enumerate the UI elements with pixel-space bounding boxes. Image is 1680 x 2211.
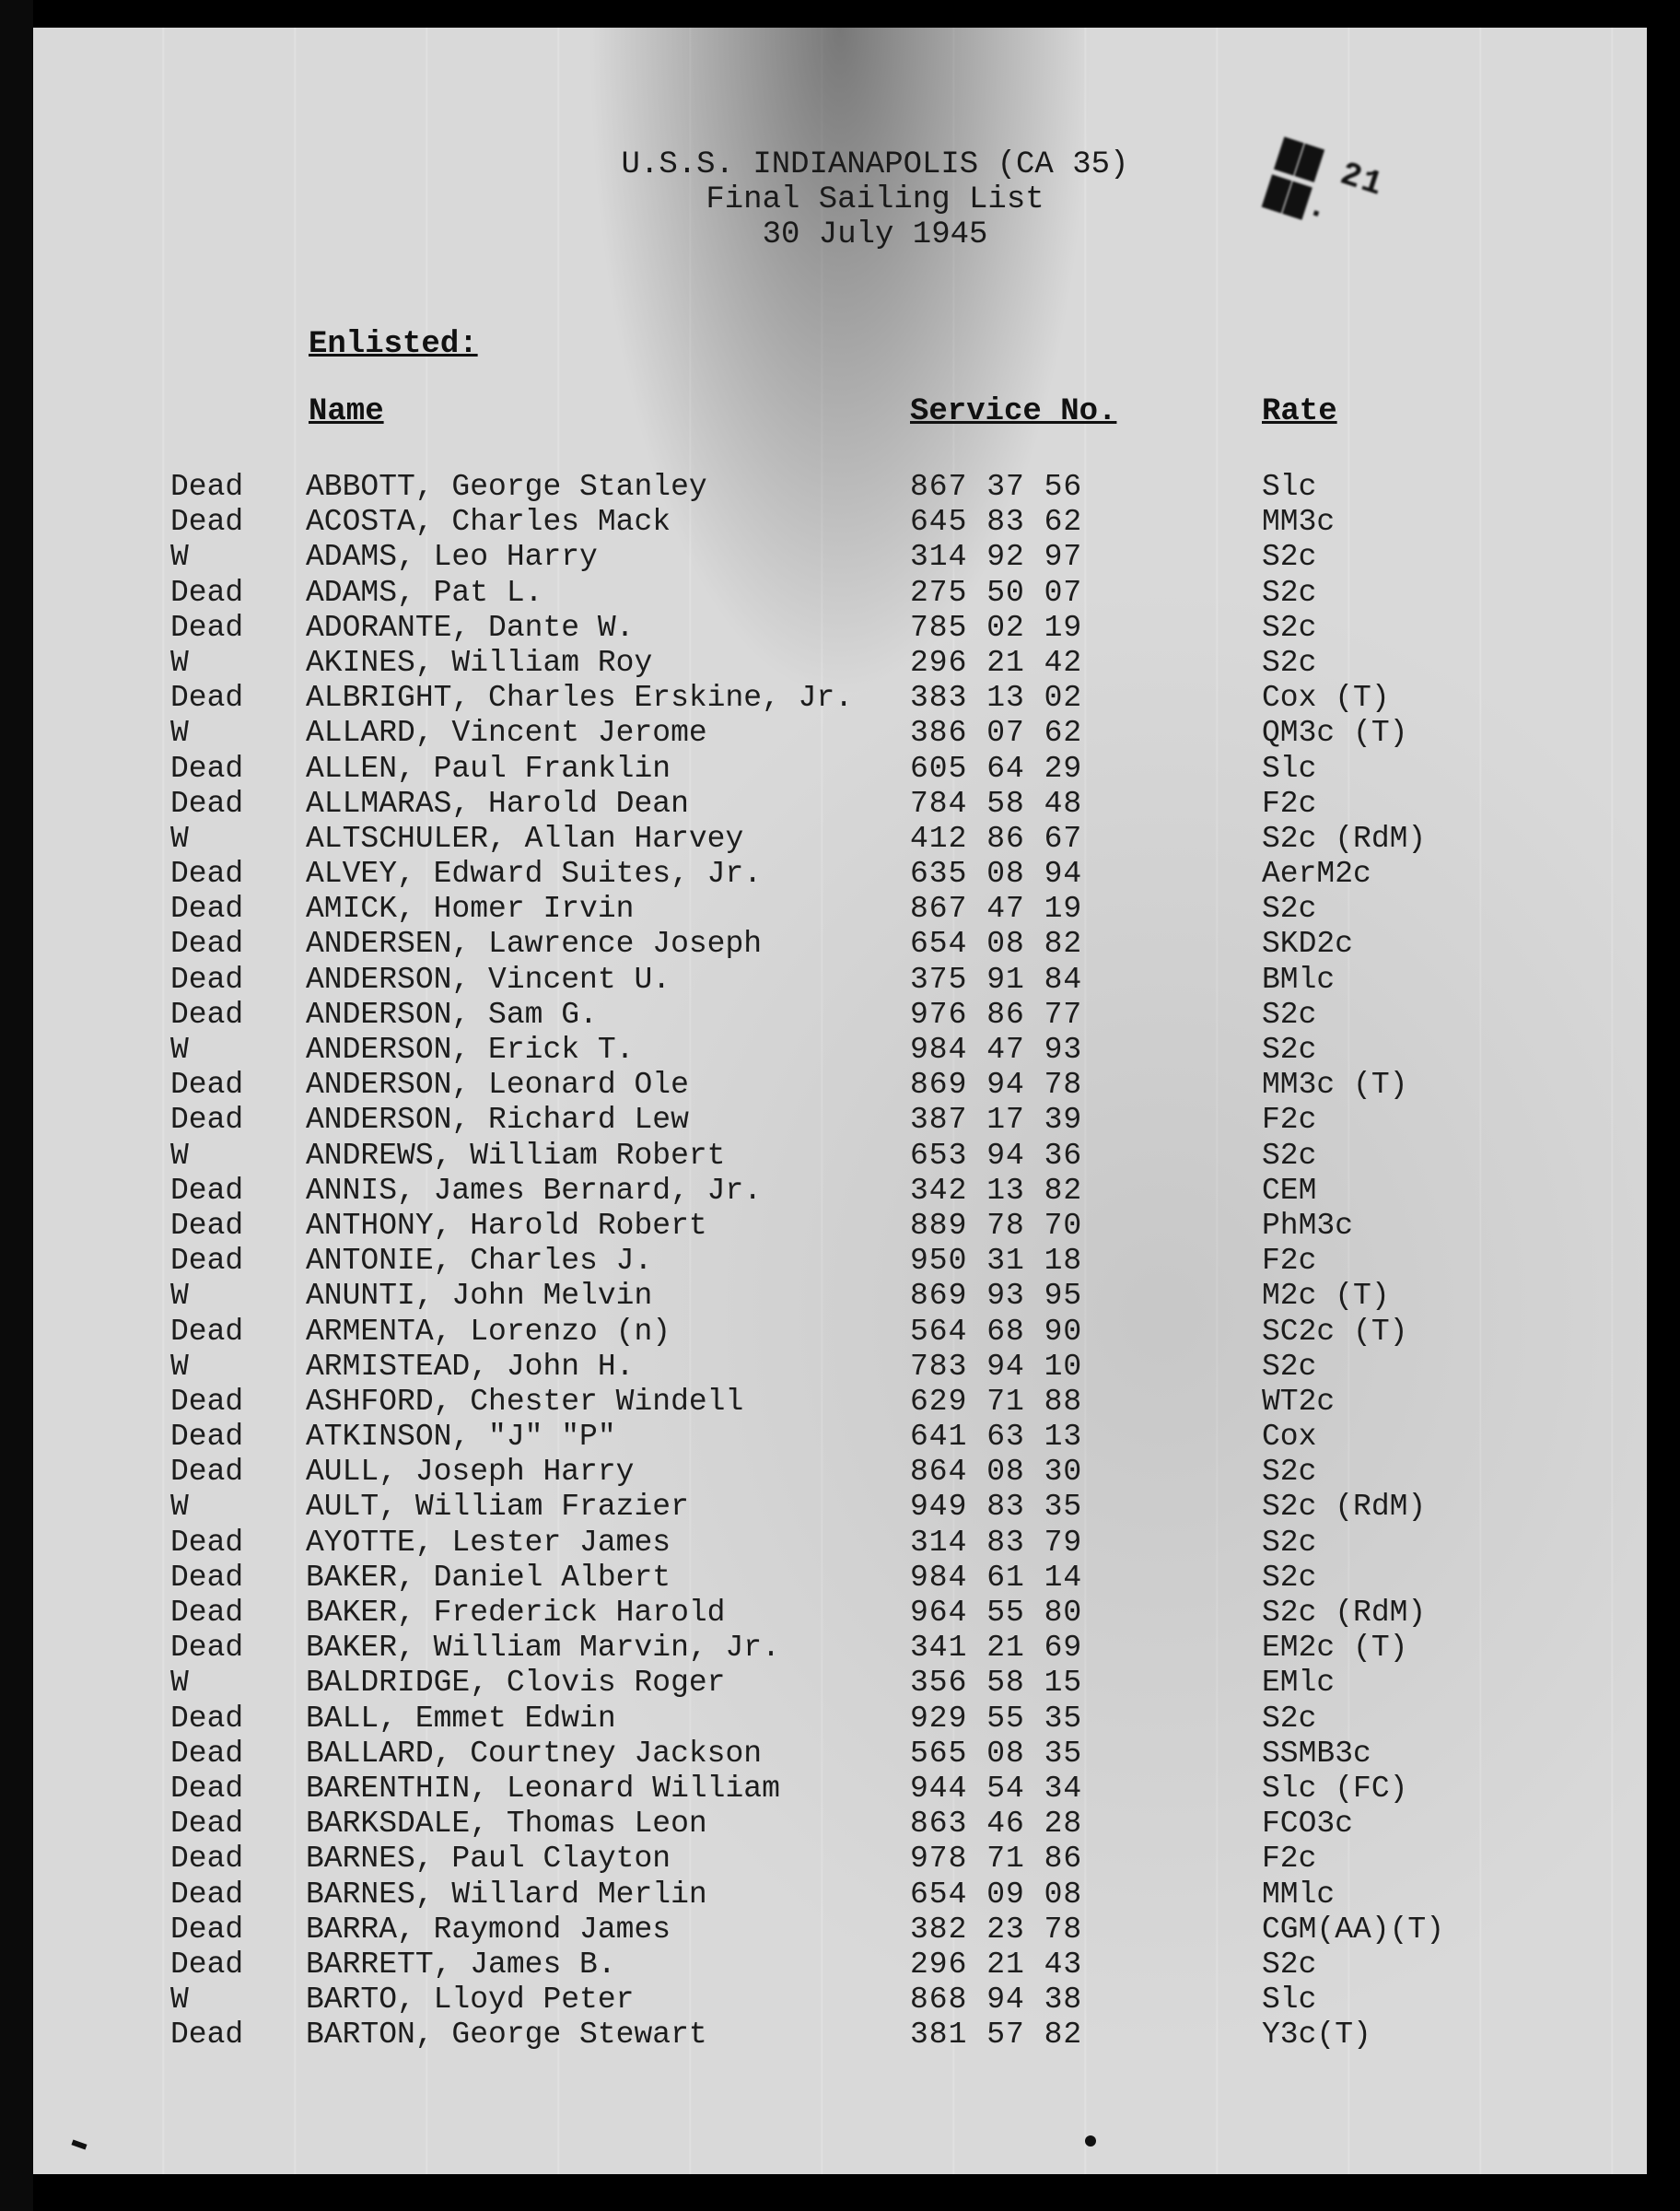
- row-name: ADAMS, Leo Harry: [306, 540, 598, 575]
- row-service-no: 869 94 78: [910, 1068, 1083, 1103]
- list-title: Final Sailing List: [706, 182, 1044, 217]
- ink-dot: [1085, 2135, 1096, 2147]
- row-rate: S2c: [1262, 1947, 1317, 1982]
- row-status: Dead: [170, 857, 244, 892]
- table-row: [0, 1315, 1680, 1350]
- row-rate: Y3c(T): [1262, 2018, 1371, 2053]
- row-service-no: 386 07 62: [910, 716, 1083, 751]
- row-status: Dead: [170, 470, 244, 504]
- table-row: [0, 540, 1680, 575]
- table-row: [0, 1702, 1680, 1737]
- row-service-no: 605 64 29: [910, 751, 1083, 786]
- table-row: [0, 1631, 1680, 1666]
- row-status: Dead: [170, 1103, 244, 1138]
- table-row: [0, 1983, 1680, 2018]
- row-service-no: 964 55 80: [910, 1596, 1083, 1630]
- row-service-no: 783 94 10: [910, 1349, 1083, 1384]
- row-name: ANDERSON, Vincent U.: [306, 962, 671, 997]
- row-name: ANTONIE, Charles J.: [306, 1244, 653, 1279]
- row-status: Dead: [170, 927, 244, 962]
- row-rate: SKD2c: [1262, 927, 1354, 962]
- row-service-no: 929 55 35: [910, 1701, 1083, 1736]
- row-rate: F2c: [1262, 1244, 1317, 1279]
- row-name: AKINES, William Roy: [306, 645, 653, 680]
- row-name: BAKER, William Marvin, Jr.: [306, 1631, 780, 1666]
- row-status: Dead: [170, 1525, 244, 1560]
- row-rate: BMlc: [1262, 962, 1336, 997]
- row-status: Dead: [170, 1208, 244, 1243]
- table-row: [0, 787, 1680, 822]
- row-status: Dead: [170, 610, 244, 645]
- table-row: [0, 2018, 1680, 2053]
- row-status: W: [170, 1666, 189, 1701]
- table-row: [0, 1385, 1680, 1420]
- row-rate: S2c (RdM): [1262, 1490, 1427, 1525]
- row-name: ANDERSON, Sam G.: [306, 997, 598, 1032]
- row-name: ARMENTA, Lorenzo (n): [306, 1314, 671, 1349]
- table-row: [0, 998, 1680, 1033]
- row-status: W: [170, 645, 189, 680]
- row-status: Dead: [170, 786, 244, 821]
- row-rate: S2c: [1262, 997, 1317, 1032]
- row-service-no: 382 23 78: [910, 1912, 1083, 1947]
- row-rate: SSMB3c: [1262, 1736, 1371, 1771]
- row-status: Dead: [170, 1807, 244, 1842]
- table-row: [0, 1174, 1680, 1209]
- row-status: W: [170, 1983, 189, 2018]
- row-rate: WT2c: [1262, 1384, 1336, 1419]
- row-status: Dead: [170, 1701, 244, 1736]
- row-name: AMICK, Homer Irvin: [306, 892, 635, 927]
- row-name: ANDERSON, Leonard Ole: [306, 1068, 689, 1103]
- row-name: ADORANTE, Dante W.: [306, 610, 635, 645]
- row-service-no: 984 61 14: [910, 1560, 1083, 1595]
- table-row: [0, 611, 1680, 646]
- table-row: [0, 1913, 1680, 1948]
- row-name: BARRETT, James B.: [306, 1947, 616, 1982]
- table-row: [0, 1842, 1680, 1877]
- row-rate: FCO3c: [1262, 1807, 1354, 1842]
- row-status: W: [170, 1349, 189, 1384]
- row-status: Dead: [170, 997, 244, 1032]
- row-name: AULL, Joseph Harry: [306, 1455, 635, 1490]
- row-status: Dead: [170, 2018, 244, 2053]
- row-rate: Slc (FC): [1262, 1771, 1408, 1806]
- row-name: ANDERSON, Erick T.: [306, 1033, 635, 1067]
- row-service-no: 314 83 79: [910, 1525, 1083, 1560]
- table-row: [0, 1068, 1680, 1103]
- table-row: [0, 857, 1680, 892]
- row-service-no: 341 21 69: [910, 1631, 1083, 1666]
- row-rate: S2c: [1262, 575, 1317, 610]
- row-status: Dead: [170, 575, 244, 610]
- row-rate: MM3c: [1262, 505, 1336, 540]
- row-rate: S2c: [1262, 1033, 1317, 1067]
- row-name: ASHFORD, Chester Windell: [306, 1384, 744, 1419]
- row-rate: S2c: [1262, 1525, 1317, 1560]
- row-service-no: 949 83 35: [910, 1490, 1083, 1525]
- row-rate: S2c: [1262, 610, 1317, 645]
- row-status: W: [170, 1138, 189, 1173]
- row-name: BAKER, Daniel Albert: [306, 1560, 671, 1595]
- row-rate: S2c: [1262, 1560, 1317, 1595]
- row-status: Dead: [170, 1173, 244, 1208]
- row-rate: Slc: [1262, 470, 1317, 504]
- row-rate: MM3c (T): [1262, 1068, 1408, 1103]
- row-rate: Cox: [1262, 1420, 1317, 1455]
- row-service-no: 381 57 82: [910, 2018, 1083, 2053]
- row-rate: S2c: [1262, 645, 1317, 680]
- row-name: BARRA, Raymond James: [306, 1912, 671, 1947]
- row-name: BARNES, Willard Merlin: [306, 1877, 707, 1912]
- stamp-text: 21: [1336, 155, 1389, 205]
- table-row: [0, 1455, 1680, 1490]
- row-service-no: 275 50 07: [910, 575, 1083, 610]
- row-name: ALTSCHULER, Allan Harvey: [306, 821, 744, 856]
- row-name: AULT, William Frazier: [306, 1490, 689, 1525]
- row-status: Dead: [170, 962, 244, 997]
- row-name: ALVEY, Edward Suites, Jr.: [306, 857, 763, 892]
- row-rate: QM3c (T): [1262, 716, 1408, 751]
- table-row: [0, 1420, 1680, 1455]
- row-service-no: 950 31 18: [910, 1244, 1083, 1279]
- row-name: ANDERSEN, Lawrence Joseph: [306, 927, 763, 962]
- row-name: BARKSDALE, Thomas Leon: [306, 1807, 707, 1842]
- table-row: [0, 892, 1680, 927]
- table-row: [0, 1490, 1680, 1525]
- row-rate: S2c: [1262, 1455, 1317, 1490]
- table-row: [0, 1561, 1680, 1596]
- row-rate: S2c: [1262, 1701, 1317, 1736]
- row-status: Dead: [170, 1596, 244, 1630]
- table-row: [0, 1807, 1680, 1842]
- table-row: [0, 1244, 1680, 1279]
- row-name: ADAMS, Pat L.: [306, 575, 543, 610]
- row-service-no: 654 08 82: [910, 927, 1083, 962]
- row-name: ALLEN, Paul Franklin: [306, 751, 671, 786]
- row-service-no: 565 08 35: [910, 1736, 1083, 1771]
- row-service-no: 356 58 15: [910, 1666, 1083, 1701]
- row-rate: CGM(AA)(T): [1262, 1912, 1445, 1947]
- row-service-no: 984 47 93: [910, 1033, 1083, 1067]
- row-name: ALBRIGHT, Charles Erskine, Jr.: [306, 681, 854, 716]
- row-status: Dead: [170, 1771, 244, 1806]
- row-service-no: 864 08 30: [910, 1455, 1083, 1490]
- row-name: ANDREWS, William Robert: [306, 1138, 726, 1173]
- row-service-no: 296 21 43: [910, 1947, 1083, 1982]
- row-rate: PhM3c: [1262, 1208, 1354, 1243]
- row-service-no: 653 94 36: [910, 1138, 1083, 1173]
- row-rate: EMlc: [1262, 1666, 1336, 1701]
- row-status: Dead: [170, 1877, 244, 1912]
- row-service-no: 654 09 08: [910, 1877, 1083, 1912]
- table-row: [0, 752, 1680, 787]
- column-header-rate: Rate: [1262, 394, 1337, 429]
- table-row: [0, 1948, 1680, 1983]
- row-status: Dead: [170, 1314, 244, 1349]
- row-rate: Slc: [1262, 1983, 1317, 2018]
- row-rate: AerM2c: [1262, 857, 1371, 892]
- table-row: [0, 1596, 1680, 1631]
- row-name: AYOTTE, Lester James: [306, 1525, 671, 1560]
- row-name: ANNIS, James Bernard, Jr.: [306, 1173, 763, 1208]
- row-status: Dead: [170, 751, 244, 786]
- row-status: W: [170, 716, 189, 751]
- row-rate: MMlc: [1262, 1877, 1336, 1912]
- table-row: [0, 470, 1680, 505]
- row-service-no: 564 68 90: [910, 1314, 1083, 1349]
- row-name: BALL, Emmet Edwin: [306, 1701, 616, 1736]
- table-row: [0, 1209, 1680, 1244]
- row-status: Dead: [170, 1560, 244, 1595]
- row-rate: S2c: [1262, 1349, 1317, 1384]
- table-row: [0, 963, 1680, 998]
- row-status: Dead: [170, 892, 244, 927]
- table-row: [0, 1279, 1680, 1314]
- row-rate: F2c: [1262, 1103, 1317, 1138]
- row-status: W: [170, 1490, 189, 1525]
- row-service-no: 889 78 70: [910, 1208, 1083, 1243]
- row-name: ARMISTEAD, John H.: [306, 1349, 635, 1384]
- row-status: W: [170, 1279, 189, 1314]
- row-service-no: 867 47 19: [910, 892, 1083, 927]
- row-status: W: [170, 540, 189, 575]
- document-header: [553, 147, 1197, 252]
- row-status: Dead: [170, 1068, 244, 1103]
- row-name: BARTO, Lloyd Peter: [306, 1983, 635, 2018]
- row-rate: Slc: [1262, 751, 1317, 786]
- row-name: ABBOTT, George Stanley: [306, 470, 707, 504]
- row-rate: M2c (T): [1262, 1279, 1390, 1314]
- row-name: BAKER, Frederick Harold: [306, 1596, 726, 1630]
- row-name: ANDERSON, Richard Lew: [306, 1103, 689, 1138]
- table-row: [0, 576, 1680, 611]
- row-name: ACOSTA, Charles Mack: [306, 505, 671, 540]
- row-service-no: 976 86 77: [910, 997, 1083, 1032]
- row-status: Dead: [170, 505, 244, 540]
- row-status: Dead: [170, 1631, 244, 1666]
- row-name: BARTON, George Stewart: [306, 2018, 707, 2053]
- table-row: [0, 1772, 1680, 1807]
- table-row: [0, 681, 1680, 716]
- table-row: [0, 646, 1680, 681]
- row-rate: S2c (RdM): [1262, 821, 1427, 856]
- row-status: Dead: [170, 1842, 244, 1877]
- row-service-no: 629 71 88: [910, 1384, 1083, 1419]
- row-rate: F2c: [1262, 786, 1317, 821]
- row-name: BALLARD, Courtney Jackson: [306, 1736, 763, 1771]
- section-heading: Enlisted:: [309, 327, 478, 362]
- row-service-no: 412 86 67: [910, 821, 1083, 856]
- table-row: [0, 927, 1680, 962]
- row-rate: CEM: [1262, 1173, 1317, 1208]
- row-service-no: 635 08 94: [910, 857, 1083, 892]
- row-name: BALDRIDGE, Clovis Roger: [306, 1666, 726, 1701]
- row-rate: S2c: [1262, 540, 1317, 575]
- row-service-no: 863 46 28: [910, 1807, 1083, 1842]
- row-service-no: 383 13 02: [910, 681, 1083, 716]
- row-name: BARENTHIN, Leonard William: [306, 1771, 780, 1806]
- row-service-no: 868 94 38: [910, 1983, 1083, 2018]
- row-status: Dead: [170, 1947, 244, 1982]
- row-name: BARNES, Paul Clayton: [306, 1842, 671, 1877]
- table-row: [0, 1033, 1680, 1068]
- row-service-no: 375 91 84: [910, 962, 1083, 997]
- column-header-name: Name: [309, 394, 384, 429]
- row-service-no: 387 17 39: [910, 1103, 1083, 1138]
- row-name: ANTHONY, Harold Robert: [306, 1208, 707, 1243]
- table-row: [0, 1666, 1680, 1701]
- row-rate: S2c: [1262, 892, 1317, 927]
- column-header-service-no: Service No.: [910, 394, 1117, 429]
- row-service-no: 978 71 86: [910, 1842, 1083, 1877]
- row-rate: S2c: [1262, 1138, 1317, 1173]
- row-rate: SC2c (T): [1262, 1314, 1408, 1349]
- table-row: [0, 1526, 1680, 1561]
- crew-list: [0, 470, 1680, 2053]
- row-name: ALLMARAS, Harold Dean: [306, 786, 689, 821]
- row-service-no: 944 54 34: [910, 1771, 1083, 1806]
- row-rate: F2c: [1262, 1842, 1317, 1877]
- row-name: ANUNTI, John Melvin: [306, 1279, 653, 1314]
- row-service-no: 296 21 42: [910, 645, 1083, 680]
- row-service-no: 314 92 97: [910, 540, 1083, 575]
- row-status: W: [170, 1033, 189, 1067]
- row-status: Dead: [170, 1420, 244, 1455]
- row-rate: Cox (T): [1262, 681, 1390, 716]
- row-rate: S2c (RdM): [1262, 1596, 1427, 1630]
- table-row: [0, 1737, 1680, 1772]
- table-row: [0, 1878, 1680, 1913]
- row-status: W: [170, 821, 189, 856]
- row-service-no: 641 63 13: [910, 1420, 1083, 1455]
- row-rate: EM2c (T): [1262, 1631, 1408, 1666]
- table-row: [0, 1139, 1680, 1174]
- row-status: Dead: [170, 1244, 244, 1279]
- row-service-no: 785 02 19: [910, 610, 1083, 645]
- date-stamp: ▇▇ 21 ▇▇.: [1261, 135, 1389, 229]
- table-row: [0, 822, 1680, 857]
- row-name: ALLARD, Vincent Jerome: [306, 716, 707, 751]
- row-status: Dead: [170, 1912, 244, 1947]
- list-date: 30 July 1945: [762, 217, 988, 252]
- table-row: [0, 505, 1680, 540]
- row-service-no: 869 93 95: [910, 1279, 1083, 1314]
- row-status: Dead: [170, 1384, 244, 1419]
- row-status: Dead: [170, 681, 244, 716]
- row-service-no: 342 13 82: [910, 1173, 1083, 1208]
- row-status: Dead: [170, 1455, 244, 1490]
- table-row: [0, 716, 1680, 751]
- table-row: [0, 1103, 1680, 1138]
- row-service-no: 645 83 62: [910, 505, 1083, 540]
- ship-title: U.S.S. INDIANAPOLIS (CA 35): [621, 147, 1129, 182]
- row-name: ATKINSON, "J" "P": [306, 1420, 616, 1455]
- row-service-no: 784 58 48: [910, 786, 1083, 821]
- row-service-no: 867 37 56: [910, 470, 1083, 504]
- row-status: Dead: [170, 1736, 244, 1771]
- table-row: [0, 1350, 1680, 1385]
